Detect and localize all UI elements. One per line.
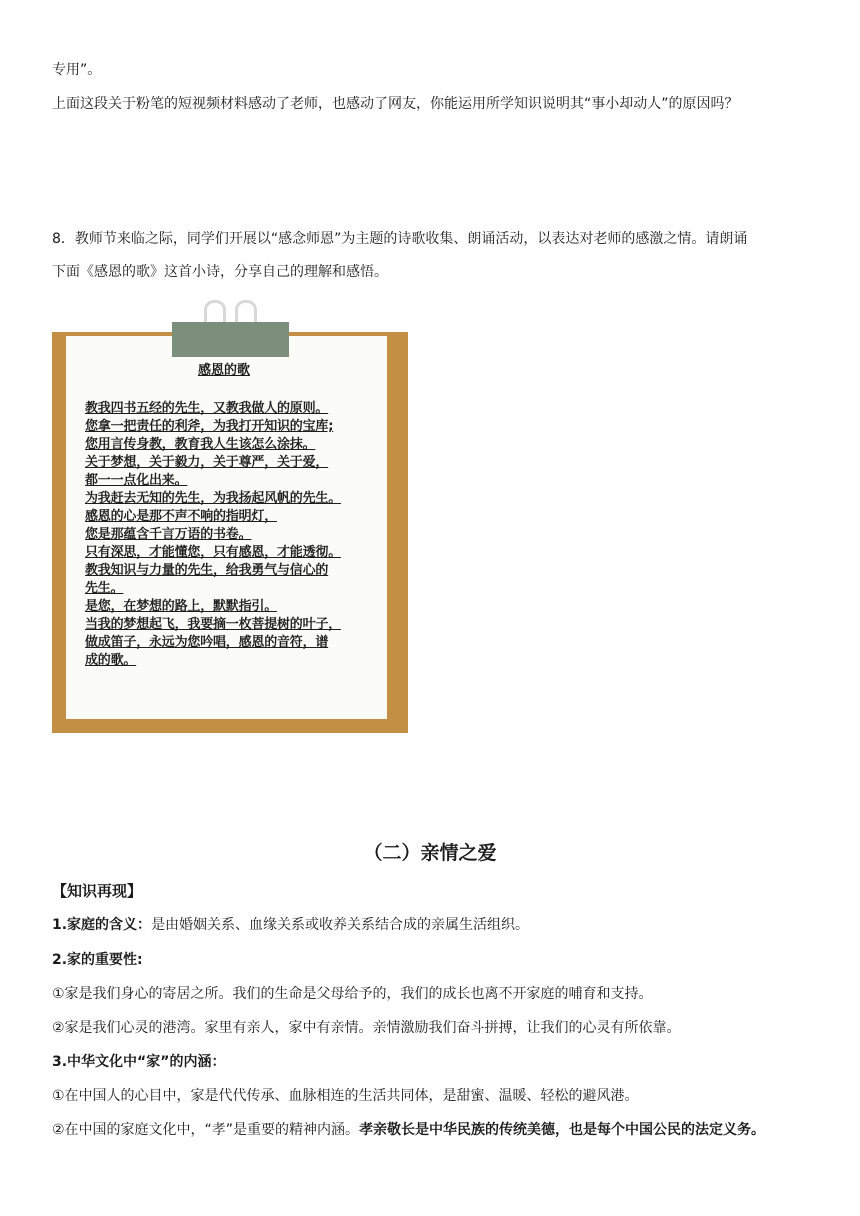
q8-line-1: 8．教师节来临之际，同学们开展以“感念师恩”为主题的诗歌收集、朗诵活动，以表达对老师的感激之情。请朗诵 <box>52 231 748 247</box>
poem-title: 感恩的歌 <box>197 363 250 378</box>
point-3b-bold-text: 孝亲敬长是中华民族的传统美德，也是每个中国公民的法定义务。 <box>359 1122 766 1138</box>
clipboard-clip <box>172 322 289 357</box>
poem-line: 您是那蕴含千言万语的书卷。 <box>85 527 252 542</box>
poem-line: 都一一点化出来。 <box>85 473 188 488</box>
point-3b-text: ②在中国的家庭文化中，“孝”是重要的精神内涵。 <box>52 1122 360 1138</box>
poem-line: 是您，在梦想的路上，默默指引。 <box>85 599 278 614</box>
question-text: 上面这段关于粉笔的短视频材料感动了老师，也感动了网友，你能运用所学知识说明其“事小却动人”的原因吗？ <box>52 96 739 112</box>
poem-line: 只有深思，才能懂您，只有感恩，才能透彻。 <box>85 545 342 560</box>
point-1-text: 是由婚姻关系、血缘关系或收养关系结合成的亲属生活组织。 <box>151 917 530 933</box>
poem-line: 教我知识与力量的先生，给我勇气与信心的 <box>85 563 329 578</box>
poem-line: 为我赶去无知的先生，为我扬起风帆的先生。 <box>85 491 342 506</box>
point-3-label: 3.中华文化中“家”的内涵： <box>52 1054 226 1070</box>
poem-line: 您用言传身教，教育我人生该怎么涂抹。 <box>85 437 316 452</box>
point-2-label: 2.家的重要性: <box>52 952 143 968</box>
poem-line: 当我的梦想起飞，我要摘一枚菩提树的叶子， <box>85 617 342 632</box>
poem-line: 先生。 <box>85 581 124 596</box>
poem-line: 做成笛子，永远为您吟唱，感恩的音符，谱 <box>85 635 329 650</box>
knowledge-heading: 【知识再现】 <box>52 882 143 900</box>
poem-body <box>85 400 385 670</box>
poem-line: 教我四书五经的先生，又教我做人的原则。 <box>85 401 329 416</box>
point-3b <box>52 1120 765 1140</box>
section-title: （二）亲情之爱 <box>363 842 497 864</box>
point-3a: ①在中国人的心目中，家是代代传承、血脉相连的生活共同体，是甜蜜、温暖、轻松的避风港。 <box>52 1088 639 1104</box>
point-2a: ①家是我们身心的寄居之所。我们的生命是父母给予的，我们的成长也离不开家庭的哺育和支持。 <box>52 986 653 1002</box>
point-2b: ②家是我们心灵的港湾。家里有亲人，家中有亲情。亲情激励我们奋斗拼搏，让我们的心灵有所依靠。 <box>52 1020 681 1036</box>
poem-line: 感恩的心是那不声不响的指明灯， <box>85 509 278 524</box>
point-1-label: 1.家庭的含义： <box>52 917 152 933</box>
point-1 <box>52 915 529 935</box>
q8-line-2: 下面《感恩的歌》这首小诗，分享自己的理解和感悟。 <box>52 264 388 280</box>
poem-line: 您拿一把责任的利斧，为我打开知识的宝库; <box>85 419 334 434</box>
carryover-text: 专用”。 <box>52 62 102 78</box>
poem-line: 成的歌。 <box>85 653 137 668</box>
poem-line: 关于梦想，关于毅力，关于尊严，关于爱， <box>85 455 329 470</box>
